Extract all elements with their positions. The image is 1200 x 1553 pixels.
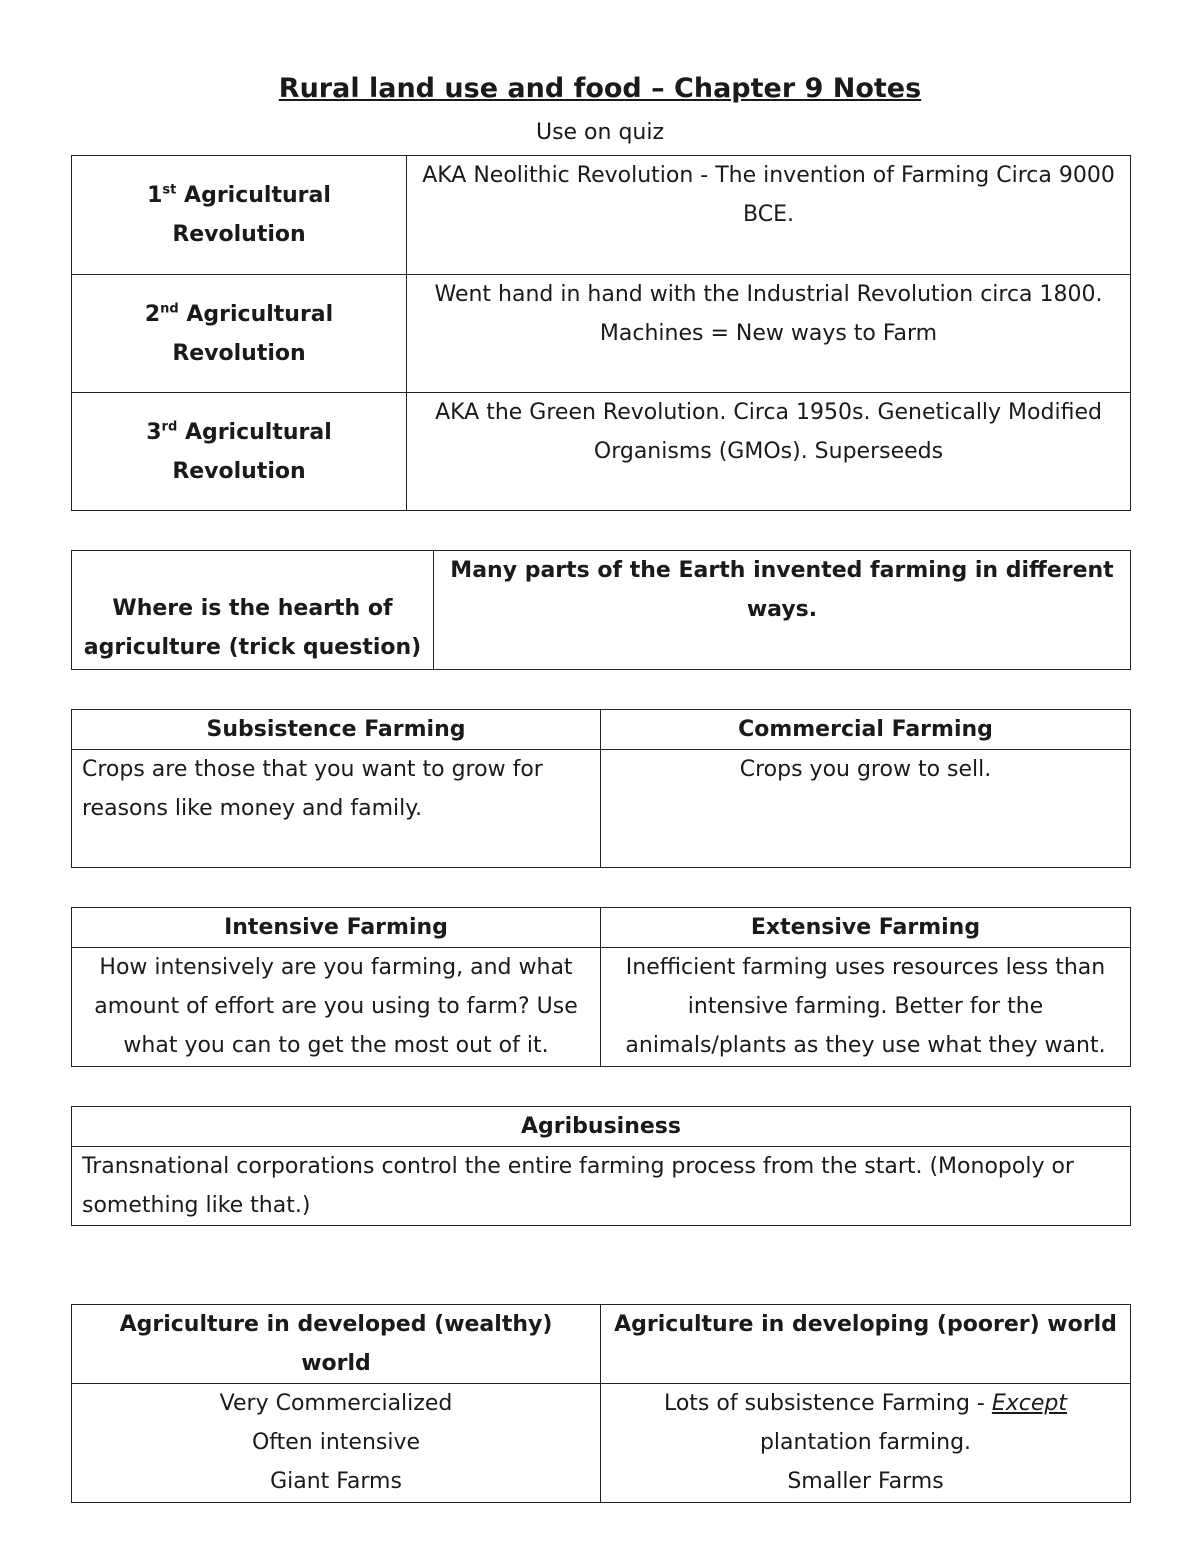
table-row bbox=[72, 393, 1131, 511]
table-row bbox=[72, 948, 1131, 1067]
developed-header: Agriculture in developed (wealthy) world bbox=[72, 1305, 601, 1384]
table-row bbox=[72, 156, 1131, 275]
world-table bbox=[71, 1304, 1131, 1503]
table-row bbox=[72, 710, 1131, 750]
hearth-question: Where is the hearth of agriculture (trick question) bbox=[72, 551, 434, 670]
table-row bbox=[72, 551, 1131, 670]
extensive-header: Extensive Farming bbox=[601, 908, 1131, 948]
intensive-header: Intensive Farming bbox=[72, 908, 601, 948]
subsistence-desc: Crops are those that you want to grow for reasons like money and family. bbox=[72, 750, 601, 868]
developing-desc bbox=[601, 1384, 1131, 1503]
revolution-desc-3: AKA the Green Revolution. Circa 1950s. Genetically Modified Organisms (GMOs). Superseeds bbox=[407, 393, 1131, 511]
agribusiness-header: Agribusiness bbox=[72, 1107, 1131, 1147]
table-row bbox=[72, 275, 1131, 393]
developed-line: Very Commercialized bbox=[219, 1391, 453, 1416]
page-title: Rural land use and food – Chapter 9 Notes bbox=[278, 73, 922, 104]
revolution-label-1: 1st Agricultural Revolution bbox=[72, 156, 407, 275]
revolution-desc-2: Went hand in hand with the Industrial Revolution circa 1800. Machines = New ways to Farm bbox=[407, 275, 1131, 393]
developed-desc bbox=[72, 1384, 601, 1503]
developing-header: Agriculture in developing (poorer) world bbox=[601, 1305, 1131, 1384]
revolution-label-2: 2nd Agricultural Revolution bbox=[72, 275, 407, 393]
commercial-header: Commercial Farming bbox=[601, 710, 1131, 750]
commercial-desc: Crops you grow to sell. bbox=[601, 750, 1131, 868]
farming-types-table bbox=[71, 709, 1131, 868]
table-row bbox=[72, 1107, 1131, 1147]
developed-line: Giant Farms bbox=[270, 1469, 402, 1494]
except-emphasis: Except bbox=[991, 1391, 1068, 1416]
table-row bbox=[72, 750, 1131, 868]
table-row bbox=[72, 1384, 1131, 1503]
table-row bbox=[72, 1305, 1131, 1384]
page-subtitle: Use on quiz bbox=[535, 120, 665, 145]
revolution-label-3: 3rd Agricultural Revolution bbox=[72, 393, 407, 511]
hearth-table bbox=[71, 550, 1131, 670]
agribusiness-desc: Transnational corporations control the entire farming process from the start. (Monopoly or something like that.) bbox=[72, 1147, 1131, 1226]
intensity-table bbox=[71, 907, 1131, 1067]
developing-line: Lots of subsistence Farming - Except bbox=[663, 1391, 1068, 1416]
revolution-desc-1: AKA Neolithic Revolution - The invention of Farming Circa 9000 BCE. bbox=[407, 156, 1131, 275]
table-row bbox=[72, 1147, 1131, 1226]
agribusiness-table bbox=[71, 1106, 1131, 1226]
intensive-desc: How intensively are you farming, and what amount of effort are you using to farm? Use what you can to get the most out of it. bbox=[72, 948, 601, 1067]
extensive-desc: Inefficient farming uses resources less than intensive farming. Better for the animals/plants as they use what they want. bbox=[601, 948, 1131, 1067]
table-row bbox=[72, 908, 1131, 948]
developing-line: Smaller Farms bbox=[787, 1469, 944, 1494]
developing-line: plantation farming. bbox=[759, 1430, 972, 1455]
developed-line: Often intensive bbox=[251, 1430, 421, 1455]
subsistence-header: Subsistence Farming bbox=[72, 710, 601, 750]
hearth-answer: Many parts of the Earth invented farming in different ways. bbox=[434, 551, 1131, 670]
revolutions-table bbox=[71, 155, 1131, 511]
